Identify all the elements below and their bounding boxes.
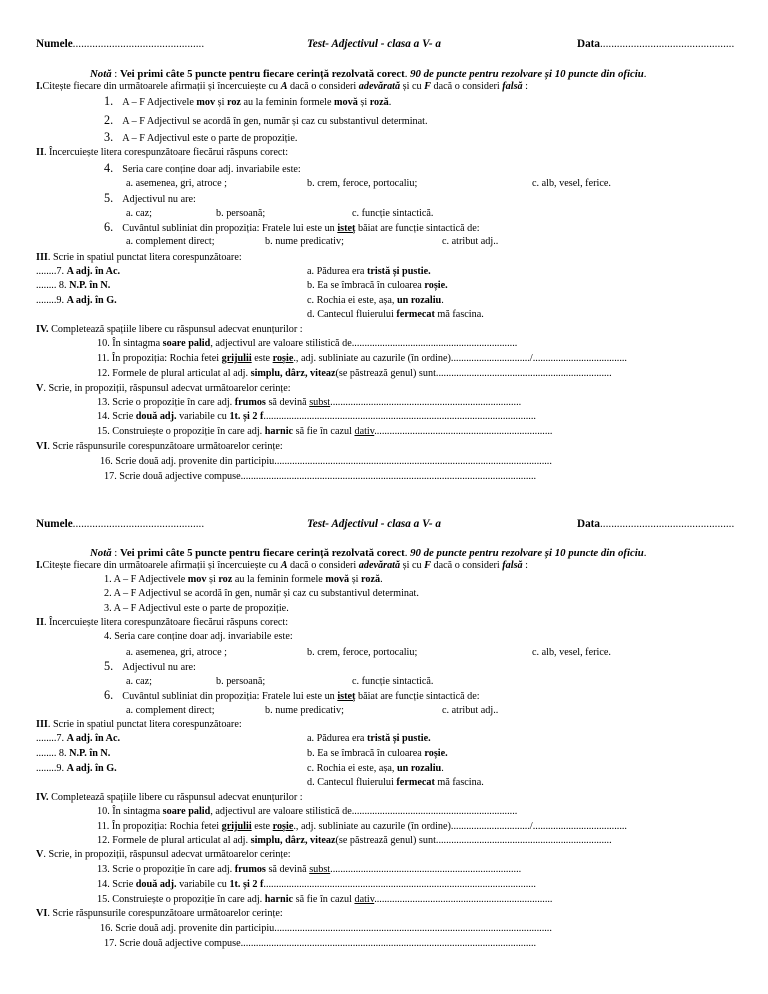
section-1-instruction: I.Citește fiecare din următoarele afirmații și încercuiește cu A dacă o consideri adevărată și cu F dacă o consideri falsă :	[36, 81, 529, 92]
section-3-instruction: III. Scrie in spatiul punctat litera corespunzătoare:	[36, 719, 242, 730]
question-4: 4. Seria care conține doar adj. invariabile este:	[104, 161, 301, 175]
name-field: Numele...............................................	[36, 38, 205, 50]
q6-option-c: c. atribut adj..	[442, 236, 499, 247]
question-12: 12. Formele de plural articulat al adj. simplu, dârz, viteaz(se păstrează genul) sunt.....................................................................	[97, 835, 612, 846]
question-5: 5. Adjectivul nu are:	[104, 191, 196, 205]
grading-note: Notă : Vei primi câte 5 puncte pentru fiecare cerință rezolvată corect. 90 de puncte pentru rezolvare și 10 puncte din oficiu.	[90, 68, 647, 80]
question-5: 5. Adjectivul nu are:	[104, 659, 196, 673]
question-11: 11. În propoziția: Rochia fetei grijulii este roșie., adj. subliniate au cazurile (în ordine).............................../.....................................	[97, 353, 627, 364]
q4-option-a: a. asemenea, gri, atroce ;	[126, 178, 227, 189]
match-option-b: b. Ea se îmbracă în culoarea roșie.	[307, 280, 448, 291]
q5-option-a: a. caz;	[126, 676, 153, 687]
match-item-7: ........7. A adj. în Ac.	[36, 266, 121, 277]
test-sheet-copy-2	[0, 510, 768, 980]
question-17: 17. Scrie două adjective compuse....................................................................................................................	[104, 938, 537, 949]
match-item-9: ........9. A adj. în G.	[36, 295, 117, 306]
test-title: Test- Adjectivul - clasa a V- a	[307, 518, 442, 530]
match-option-d: d. Cantecul fluierului fermecat mă fascina.	[307, 777, 484, 788]
question-14: 14. Scrie două adj. variabile cu 1t. și 2 f...........................................................................................................	[97, 411, 536, 422]
name-field: Numele...............................................	[36, 518, 205, 530]
match-item-7: ........7. A adj. în Ac.	[36, 733, 121, 744]
question-14: 14. Scrie două adj. variabile cu 1t. și 2 f...........................................................................................................	[97, 879, 536, 890]
q5-option-b: b. persoană;	[216, 676, 266, 687]
question-6: 6. Cuvântul subliniat din propoziția: Fratele lui este un isteț băiat are funcție sintactică de:	[104, 220, 480, 234]
match-option-c: c. Rochia ei este, așa, un rozaliu.	[307, 295, 444, 306]
q6-option-b: b. nume predicativ;	[265, 705, 344, 716]
q4-option-b: b. crem, feroce, portocaliu;	[307, 647, 418, 658]
q4-option-c: c. alb, vesel, ferice.	[532, 647, 611, 658]
match-option-c: c. Rochia ei este, așa, un rozaliu.	[307, 763, 444, 774]
question-13: 13. Scrie o propoziție în care adj. frumos să devină subst...........................................................................	[97, 864, 522, 875]
question-2: 2. A – F Adjectivul se acordă în gen, număr și caz cu substantivul determinat.	[104, 588, 419, 599]
question-10: 10. În sintagma soare palid, adjectivul are valoare stilistică de.................................................................	[97, 806, 518, 817]
question-6: 6. Cuvântul subliniat din propoziția: Fratele lui este un isteț băiat are funcție sintactică de:	[104, 688, 480, 702]
date-field: Data................................................	[577, 38, 735, 50]
question-11: 11. În propoziția: Rochia fetei grijulii este roșie., adj. subliniate au cazurile (în ordine).............................../.....................................	[97, 821, 627, 832]
question-1: 1. A – F Adjectivele mov și roz au la feminin formele movă și roză.	[104, 574, 383, 585]
question-2: 2. A – F Adjectivul se acordă în gen, număr și caz cu substantivul determinat.	[104, 113, 428, 127]
q5-option-a: a. caz;	[126, 208, 153, 219]
q6-option-c: c. atribut adj..	[442, 705, 499, 716]
q6-option-a: a. complement direct;	[126, 705, 215, 716]
question-10: 10. În sintagma soare palid, adjectivul are valoare stilistică de.................................................................	[97, 338, 518, 349]
match-option-a: a. Pădurea era tristă și pustie.	[307, 266, 431, 277]
q4-option-a: a. asemenea, gri, atroce ;	[126, 647, 227, 658]
q5-option-c: c. funcție sintactică.	[352, 676, 434, 687]
match-option-a: a. Pădurea era tristă și pustie.	[307, 733, 431, 744]
section-6-instruction: VI. Scrie răspunsurile corespunzătoare următoarelor cerințe:	[36, 441, 283, 452]
q4-option-c: c. alb, vesel, ferice.	[532, 178, 611, 189]
grading-note: Notă : Vei primi câte 5 puncte pentru fiecare cerință rezolvată corect. 90 de puncte pentru rezolvare și 10 puncte din oficiu.	[90, 547, 647, 559]
question-13: 13. Scrie o propoziție în care adj. frumos să devină subst...........................................................................	[97, 397, 522, 408]
section-1-instruction: I.Citește fiecare din următoarele afirmații și încercuiește cu A dacă o consideri adevărată și cu F dacă o consideri falsă :	[36, 560, 529, 571]
section-3-instruction: III. Scrie in spatiul punctat litera corespunzătoare:	[36, 252, 242, 263]
date-field: Data................................................	[577, 518, 735, 530]
question-16: 16. Scrie două adj. provenite din participiu.............................................................................................................	[100, 923, 552, 934]
section-5-instruction: V. Scrie, in propoziții, răspunsul adecvat următoarelor cerințe:	[36, 383, 291, 394]
section-6-instruction: VI. Scrie răspunsurile corespunzătoare următoarelor cerințe:	[36, 908, 283, 919]
q4-option-b: b. crem, feroce, portocaliu;	[307, 178, 418, 189]
test-title: Test- Adjectivul - clasa a V- a	[307, 38, 442, 50]
section-2-instruction: II. Încercuiește litera corespunzătoare fiecărui răspuns corect:	[36, 617, 289, 628]
match-item-9: ........9. A adj. în G.	[36, 763, 117, 774]
question-17: 17. Scrie două adjective compuse....................................................................................................................	[104, 471, 537, 482]
question-3: 3. A – F Adjectivul este o parte de propoziție.	[104, 603, 289, 614]
question-3: 3. A – F Adjectivul este o parte de propoziție.	[104, 130, 298, 144]
section-5-instruction: V. Scrie, in propoziții, răspunsul adecvat următoarelor cerințe:	[36, 849, 291, 860]
question-15: 15. Construiește o propoziție în care adj. harnic să fie în cazul dativ......................................................................	[97, 426, 553, 437]
section-4-instruction: IV. Completează spațiile libere cu răspunsul adecvat enunțurilor :	[36, 324, 303, 335]
q5-option-c: c. funcție sintactică.	[352, 208, 434, 219]
question-16: 16. Scrie două adj. provenite din participiu.............................................................................................................	[100, 456, 552, 467]
question-15: 15. Construiește o propoziție în care adj. harnic să fie în cazul dativ......................................................................	[97, 894, 553, 905]
match-option-b: b. Ea se îmbracă în culoarea roșie.	[307, 748, 448, 759]
q6-option-a: a. complement direct;	[126, 236, 215, 247]
test-sheet-copy-1	[0, 30, 768, 500]
question-12: 12. Formele de plural articulat al adj. simplu, dârz, viteaz(se păstrează genul) sunt.....................................................................	[97, 368, 612, 379]
q5-option-b: b. persoană;	[216, 208, 266, 219]
match-item-8: ........ 8. N.P. în N.	[36, 748, 111, 759]
q6-option-b: b. nume predicativ;	[265, 236, 344, 247]
section-4-instruction: IV. Completează spațiile libere cu răspunsul adecvat enunțurilor :	[36, 792, 303, 803]
question-4: 4. Seria care conține doar adj. invariabile este:	[104, 631, 293, 642]
question-1: 1. A – F Adjectivele mov și roz au la feminin formele movă și roză.	[104, 94, 392, 108]
match-item-8: ........ 8. N.P. în N.	[36, 280, 111, 291]
match-option-d: d. Cantecul fluierului fermecat mă fascina.	[307, 309, 484, 320]
section-2-instruction: II. Încercuiește litera corespunzătoare fiecărui răspuns corect:	[36, 147, 289, 158]
